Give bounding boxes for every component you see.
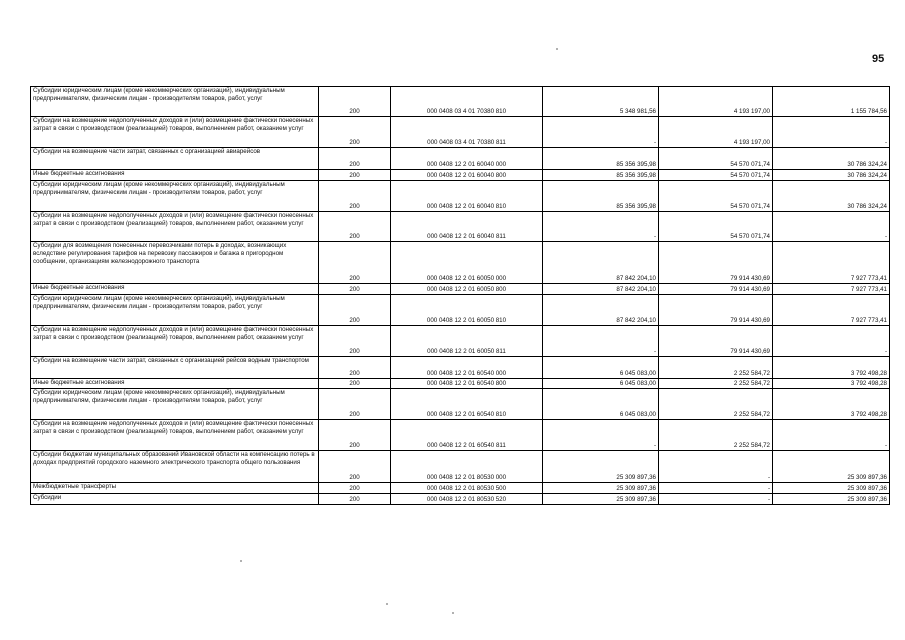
unexecuted-amount-cell: 7 927 773,41 — [773, 242, 890, 284]
row-name-cell: Межбюджетные трансферты — [31, 483, 319, 494]
row-name-cell: Субсидии юридическим лицам (кроме некоммерческих организаций), индивидуальным предпринимателям, физическим лицам - производителям товаров, работ, услуг — [31, 295, 319, 326]
budget-code-cell: 000 0408 12 2 01 80530 500 — [391, 483, 543, 494]
unexecuted-amount-cell: 7 927 773,41 — [773, 295, 890, 326]
row-name-cell: Иные бюджетные ассигнования — [31, 284, 319, 295]
unexecuted-amount-cell: 30 786 324,24 — [773, 181, 890, 212]
admin-code-cell: 200 — [319, 420, 391, 451]
table-row — [31, 284, 890, 295]
unexecuted-amount-cell: 3 792 498,28 — [773, 389, 890, 420]
approved-amount-cell: 25 309 897,36 — [543, 483, 659, 494]
executed-amount-cell: 54 570 071,74 — [659, 148, 773, 170]
unexecuted-amount-cell: - — [773, 326, 890, 357]
table-row — [31, 87, 890, 117]
unexecuted-amount-cell: 30 786 324,24 — [773, 170, 890, 181]
budget-code-cell: 000 0408 12 2 01 80530 000 — [391, 451, 543, 483]
admin-code-cell: 200 — [319, 212, 391, 242]
executed-amount-cell: 79 914 430,69 — [659, 295, 773, 326]
admin-code-cell: 200 — [319, 242, 391, 284]
admin-code-cell: 200 — [319, 170, 391, 181]
executed-amount-cell: - — [659, 451, 773, 483]
admin-code-cell: 200 — [319, 284, 391, 295]
approved-amount-cell: - — [543, 117, 659, 148]
approved-amount-cell: 5 348 981,56 — [543, 87, 659, 117]
budget-code-cell: 000 0408 12 2 01 60540 000 — [391, 357, 543, 379]
row-name-cell: Субсидии на возмещение части затрат, связанных с организацией рейсов водным транспортом — [31, 357, 319, 379]
row-name-cell: Субсидии юридическим лицам (кроме некоммерческих организаций), индивидуальным предпринимателям, физическим лицам - производителям товаров, работ, услуг — [31, 181, 319, 212]
table-row — [31, 170, 890, 181]
executed-amount-cell: 79 914 430,69 — [659, 242, 773, 284]
approved-amount-cell: 85 356 395,98 — [543, 148, 659, 170]
unexecuted-amount-cell: 7 927 773,41 — [773, 284, 890, 295]
row-name-cell: Иные бюджетные ассигнования — [31, 170, 319, 181]
budget-execution-table — [30, 86, 890, 505]
approved-amount-cell: 6 045 083,00 — [543, 389, 659, 420]
table-row — [31, 420, 890, 451]
approved-amount-cell: 25 309 897,36 — [543, 451, 659, 483]
admin-code-cell: 200 — [319, 451, 391, 483]
approved-amount-cell: 85 356 395,98 — [543, 170, 659, 181]
admin-code-cell: 200 — [319, 494, 391, 505]
scan-speck — [452, 612, 454, 614]
row-name-cell: Субсидии на возмещение недополученных доходов и (или) возмещение фактически понесенных затрат в связи с производством (реализацией) товаров, выполнением работ, оказанием услуг — [31, 212, 319, 242]
budget-code-cell: 000 0408 12 2 01 60050 800 — [391, 284, 543, 295]
approved-amount-cell: 87 842 204,10 — [543, 242, 659, 284]
row-name-cell: Субсидии на возмещение недополученных доходов и (или) возмещение фактически понесенных затрат в связи с производством (реализацией) товаров, выполнением работ, оказанием услуг — [31, 420, 319, 451]
table-row — [31, 181, 890, 212]
unexecuted-amount-cell: 3 792 498,28 — [773, 357, 890, 379]
executed-amount-cell: - — [659, 494, 773, 505]
executed-amount-cell: 54 570 071,74 — [659, 170, 773, 181]
table-row — [31, 148, 890, 170]
approved-amount-cell: - — [543, 326, 659, 357]
unexecuted-amount-cell: - — [773, 117, 890, 148]
table-row — [31, 117, 890, 148]
row-name-cell: Субсидии для возмещения понесенных перевозчиками потерь в доходах, возникающих вследствие регулирования тарифов на перевозку пассажиров и багажа в пригородном сообщении, организациям железнодорожного транспорта — [31, 242, 319, 284]
approved-amount-cell: 6 045 083,00 — [543, 357, 659, 379]
executed-amount-cell: 54 570 071,74 — [659, 212, 773, 242]
table-row — [31, 451, 890, 483]
table-row — [31, 295, 890, 326]
row-name-cell: Субсидии на возмещение недополученных доходов и (или) возмещение фактически понесенных затрат в связи с производством (реализацией) товаров, выполнением работ, оказанием услуг — [31, 326, 319, 357]
budget-code-cell: 000 0408 12 2 01 60040 000 — [391, 148, 543, 170]
approved-amount-cell: 85 356 395,98 — [543, 181, 659, 212]
unexecuted-amount-cell: 25 309 897,36 — [773, 494, 890, 505]
table-row — [31, 379, 890, 389]
admin-code-cell: 200 — [319, 181, 391, 212]
unexecuted-amount-cell: - — [773, 212, 890, 242]
row-name-cell: Субсидии бюджетам муниципальных образований Ивановской области на компенсацию потерь в доходах предприятий городского наземного электрического транспорта общего пользования — [31, 451, 319, 483]
executed-amount-cell: - — [659, 483, 773, 494]
admin-code-cell: 200 — [319, 87, 391, 117]
admin-code-cell: 200 — [319, 357, 391, 379]
budget-code-cell: 000 0408 12 2 01 60040 800 — [391, 170, 543, 181]
approved-amount-cell: 25 309 897,36 — [543, 494, 659, 505]
row-name-cell: Иные бюджетные ассигнования — [31, 379, 319, 389]
admin-code-cell: 200 — [319, 295, 391, 326]
budget-code-cell: 000 0408 12 2 01 60050 811 — [391, 326, 543, 357]
scan-speck — [386, 603, 388, 605]
approved-amount-cell: 87 842 204,10 — [543, 284, 659, 295]
admin-code-cell: 200 — [319, 148, 391, 170]
admin-code-cell: 200 — [319, 326, 391, 357]
budget-code-cell: 000 0408 12 2 01 60540 811 — [391, 420, 543, 451]
budget-code-cell: 000 0408 12 2 01 60040 810 — [391, 181, 543, 212]
executed-amount-cell: 79 914 430,69 — [659, 326, 773, 357]
unexecuted-amount-cell: 1 155 784,56 — [773, 87, 890, 117]
row-name-cell: Субсидии юридическим лицам (кроме некоммерческих организаций), индивидуальным предпринимателям, физическим лицам - производителям товаров, работ, услуг — [31, 87, 319, 117]
row-name-cell: Субсидии на возмещение недополученных доходов и (или) возмещение фактически понесенных затрат в связи с производством (реализацией) товаров, выполнением работ, оказанием услуг — [31, 117, 319, 148]
table-row — [31, 326, 890, 357]
table-row — [31, 357, 890, 379]
budget-code-cell: 000 0408 12 2 01 60050 810 — [391, 295, 543, 326]
table-row — [31, 494, 890, 505]
table-row — [31, 389, 890, 420]
executed-amount-cell: 2 252 584,72 — [659, 420, 773, 451]
budget-code-cell: 000 0408 12 2 01 60540 810 — [391, 389, 543, 420]
unexecuted-amount-cell: - — [773, 420, 890, 451]
budget-code-cell: 000 0408 12 2 01 60540 800 — [391, 379, 543, 389]
unexecuted-amount-cell: 30 786 324,24 — [773, 148, 890, 170]
budget-code-cell: 000 0408 03 4 01 70380 810 — [391, 87, 543, 117]
table-row — [31, 242, 890, 284]
approved-amount-cell: 87 842 204,10 — [543, 295, 659, 326]
row-name-cell: Субсидии на возмещение части затрат, связанных с организацией авиарейсов — [31, 148, 319, 170]
executed-amount-cell: 54 570 071,74 — [659, 181, 773, 212]
budget-code-cell: 000 0408 12 2 01 60050 000 — [391, 242, 543, 284]
page-number: 95 — [872, 53, 885, 65]
approved-amount-cell: - — [543, 420, 659, 451]
row-name-cell: Субсидии юридическим лицам (кроме некоммерческих организаций), индивидуальным предпринимателям, физическим лицам - производителям товаров, работ, услуг — [31, 389, 319, 420]
budget-code-cell: 000 0408 12 2 01 80530 520 — [391, 494, 543, 505]
admin-code-cell: 200 — [319, 117, 391, 148]
unexecuted-amount-cell: 3 792 498,28 — [773, 379, 890, 389]
row-name-cell: Субсидии — [31, 494, 319, 505]
scan-speck — [240, 560, 242, 562]
executed-amount-cell: 2 252 584,72 — [659, 379, 773, 389]
table-row — [31, 212, 890, 242]
unexecuted-amount-cell: 25 309 897,36 — [773, 451, 890, 483]
executed-amount-cell: 4 193 197,00 — [659, 87, 773, 117]
table-row — [31, 483, 890, 494]
admin-code-cell: 200 — [319, 389, 391, 420]
admin-code-cell: 200 — [319, 483, 391, 494]
executed-amount-cell: 2 252 584,72 — [659, 357, 773, 379]
approved-amount-cell: - — [543, 212, 659, 242]
unexecuted-amount-cell: 25 309 897,36 — [773, 483, 890, 494]
budget-code-cell: 000 0408 12 2 01 60040 811 — [391, 212, 543, 242]
executed-amount-cell: 4 193 197,00 — [659, 117, 773, 148]
scan-speck — [556, 48, 558, 50]
budget-code-cell: 000 0408 03 4 01 70380 811 — [391, 117, 543, 148]
executed-amount-cell: 79 914 430,69 — [659, 284, 773, 295]
admin-code-cell: 200 — [319, 379, 391, 389]
approved-amount-cell: 6 045 083,00 — [543, 379, 659, 389]
executed-amount-cell: 2 252 584,72 — [659, 389, 773, 420]
